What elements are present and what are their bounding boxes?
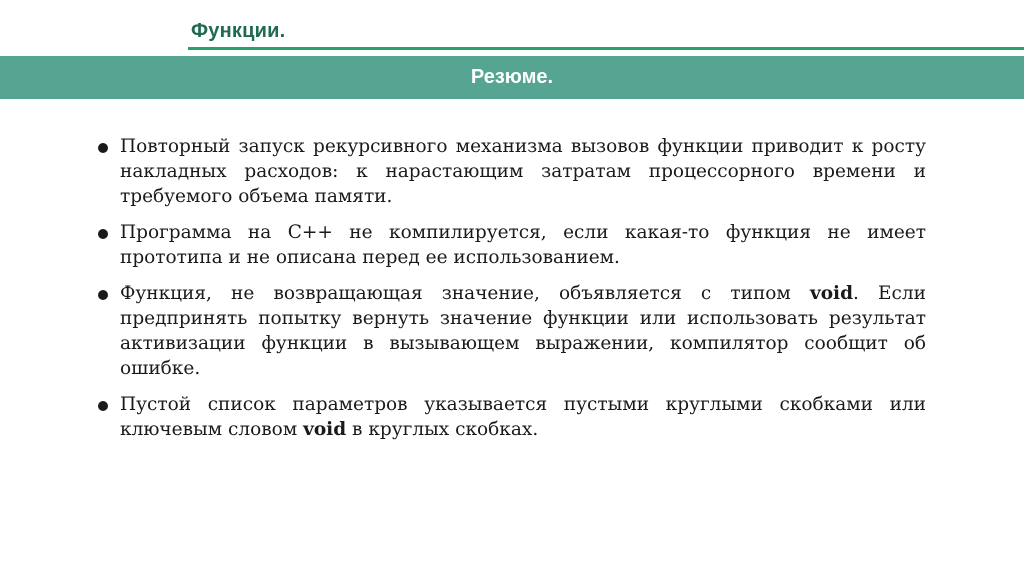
keyword-void: void — [809, 283, 854, 304]
title-divider — [188, 47, 1024, 50]
summary-list — [96, 134, 926, 453]
bullet-icon — [98, 290, 108, 300]
summary-banner — [0, 56, 1024, 99]
list-item-text-after: . Если предпринять попытку вернуть значение функции или использовать результат активизации функции в вызывающем выражении, компилятор сообщит об ошибке. — [120, 283, 926, 379]
list-item — [96, 220, 926, 270]
banner-title: Резюме. — [470, 66, 554, 88]
list-item-text-before: Пустой список параметров указывается пустыми круглыми скобками или ключевым словом — [120, 394, 926, 440]
bullet-icon — [98, 401, 108, 411]
keyword-void: void — [303, 419, 347, 440]
list-item — [96, 134, 926, 209]
list-item-text-before: Функция, не возвращающая значение, объявляется с типом — [120, 283, 810, 304]
section-title: Функции. — [191, 20, 286, 42]
bullet-icon — [98, 143, 108, 153]
list-item — [96, 281, 926, 381]
list-item — [96, 392, 926, 442]
list-item-text: Программа на С++ не компилируется, если какая-то функция не имеет прототипа и не описана перед ее использованием. — [120, 222, 926, 268]
list-item-text-after: в круглых скобках. — [346, 419, 539, 440]
list-item-text: Повторный запуск рекурсивного механизма вызовов функции приводит к росту накладных расходов: к нарастающим затратам процессорного времени и требуемого объема памяти. — [120, 136, 926, 207]
bullet-icon — [98, 229, 108, 239]
